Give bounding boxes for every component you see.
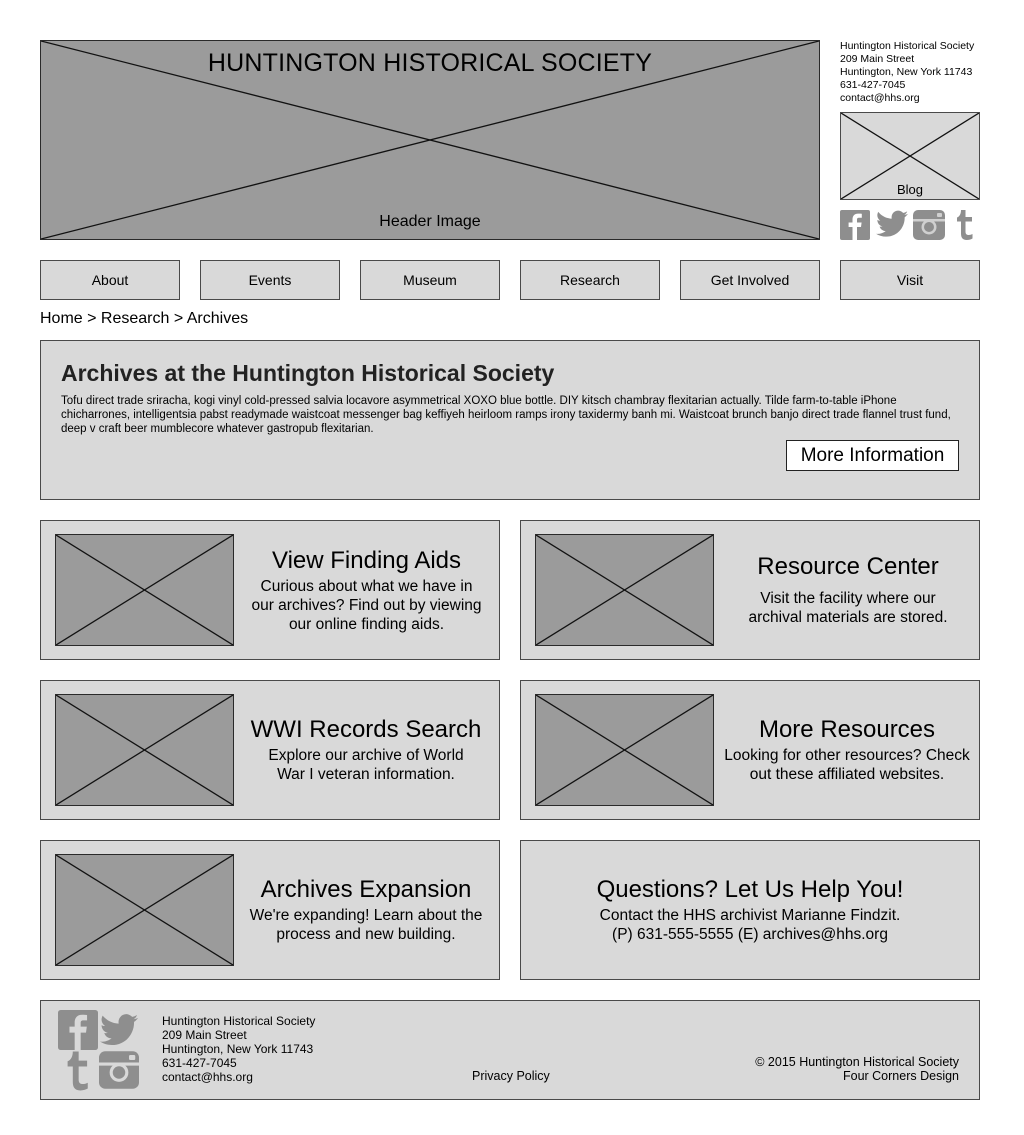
card-questions-help[interactable]: [520, 840, 980, 980]
breadcrumb[interactable]: Home > Research > Archives: [40, 310, 249, 327]
footer-twitter-icon[interactable]: [100, 1014, 138, 1046]
card-more-resources[interactable]: [520, 680, 980, 820]
tumblr-icon[interactable]: [955, 210, 975, 240]
card-wwi-records-search[interactable]: [40, 680, 500, 820]
nav-visit[interactable]: [840, 260, 980, 300]
card-description: Explore our archive of World War I veteran information.: [268, 747, 464, 783]
card-description: We're expanding! Learn about the process and new building.: [249, 907, 483, 943]
card-title: Resource Center: [757, 553, 939, 580]
archivist-contact-line: Contact the HHS archivist Marianne Findzit.: [599, 907, 901, 924]
intro-title: Archives at the Huntington Historical Society: [61, 360, 555, 386]
nav-label: Events: [248, 272, 292, 288]
footer-phone: 631-427-7045: [162, 1056, 237, 1070]
card-image: [55, 694, 234, 806]
nav-label: Museum: [403, 272, 457, 288]
intro-section: [40, 340, 980, 500]
footer-facebook-icon[interactable]: [58, 1010, 98, 1050]
header-image-caption: Header Image: [379, 213, 481, 230]
contact-email[interactable]: contact@hhs.org: [840, 92, 920, 104]
header-image: [40, 40, 820, 240]
footer-org: Huntington Historical Society: [162, 1014, 316, 1028]
card-image: [55, 854, 234, 966]
card-image: [535, 534, 714, 646]
footer-contact-info: [162, 1014, 315, 1084]
card-image: [55, 534, 234, 646]
card-archives-expansion[interactable]: [40, 840, 500, 980]
contact-phone: 631-427-7045: [840, 79, 906, 91]
image-placeholder-x: [56, 855, 233, 965]
image-placeholder-x: [56, 535, 233, 645]
contact-street: 209 Main Street: [840, 53, 915, 65]
contact-org: Huntington Historical Society: [840, 40, 975, 52]
card-description: Visit the facility where our archival materials are stored.: [748, 590, 948, 626]
nav-museum[interactable]: [360, 260, 500, 300]
card-resource-center[interactable]: [520, 520, 980, 660]
card-title: WWI Records Search: [250, 716, 482, 743]
card-title: View Finding Aids: [272, 546, 461, 574]
card-title: More Resources: [758, 716, 936, 743]
nav-label: Research: [560, 272, 620, 288]
image-placeholder-x: [536, 695, 713, 805]
footer-instagram-icon[interactable]: [99, 1051, 139, 1089]
card-description: Looking for other resources? Check out these affiliated websites.: [724, 747, 970, 783]
nav-label: Visit: [896, 272, 924, 288]
archivist-phone-email[interactable]: (P) 631-555-5555 (E) archives@hhs.org: [612, 926, 888, 943]
image-placeholder-x: [56, 695, 233, 805]
site-title: HUNTINGTON HISTORICAL SOCIETY: [207, 49, 653, 77]
nav-about[interactable]: [40, 260, 180, 300]
footer-tumblr-icon[interactable]: [65, 1051, 91, 1091]
design-credit: Four Corners Design: [842, 1069, 959, 1083]
image-placeholder-x: [536, 535, 713, 645]
blog-label: Blog: [896, 182, 924, 197]
footer-street: 209 Main Street: [162, 1028, 247, 1042]
facebook-icon[interactable]: [840, 210, 870, 240]
card-view-finding-aids[interactable]: [40, 520, 500, 660]
nav-get-involved[interactable]: [680, 260, 820, 300]
nav-research[interactable]: [520, 260, 660, 300]
card-title: Archives Expansion: [260, 876, 472, 903]
twitter-icon[interactable]: [876, 210, 908, 238]
blog-link[interactable]: [840, 112, 980, 200]
privacy-policy-link[interactable]: Privacy Policy: [472, 1069, 550, 1083]
nav-events[interactable]: [200, 260, 340, 300]
footer-credits: [755, 1055, 959, 1083]
footer-email[interactable]: contact@hhs.org: [162, 1070, 253, 1084]
footer: [40, 1000, 980, 1100]
more-information-button[interactable]: More Information: [786, 440, 959, 471]
card-title: Questions? Let Us Help You!: [596, 876, 904, 903]
copyright: © 2015 Huntington Historical Society: [755, 1055, 959, 1069]
card-image: [535, 694, 714, 806]
intro-body: Tofu direct trade sriracha, kogi vinyl cold-pressed salvia locavore asymmetrical XOXO blue bottle. DIY kitsch chambray flexitarian actually. Tilde farm-to-table iPhone chicharrones, intelligentsia pabst readymade waistcoat messenger bag keffiyeh heirloom ramps irony taxidermy banh mi. Waistcoat brunch banjo direct trade flannel trust fund, deep v craft beer mumblecore whatever gastropub flexitarian.: [61, 395, 951, 435]
header-contact-info: [840, 40, 1020, 105]
contact-city: Huntington, New York 11743: [840, 66, 973, 78]
nav-label: Get Involved: [710, 272, 790, 288]
instagram-icon[interactable]: [913, 210, 945, 240]
card-description: Curious about what we have in our archives? Find out by viewing our online finding aids.: [251, 577, 482, 633]
nav-label: About: [91, 272, 129, 288]
footer-city: Huntington, New York 11743: [162, 1042, 314, 1056]
